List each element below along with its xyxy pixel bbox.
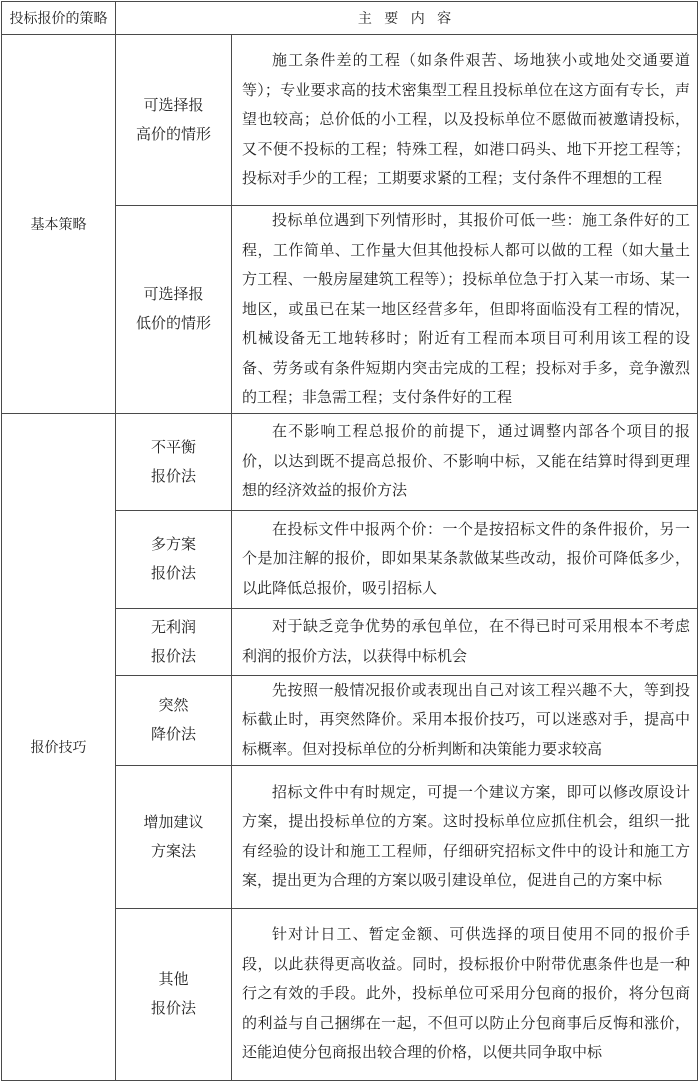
row-label-line: 报价法	[150, 564, 196, 582]
row-label	[116, 608, 232, 675]
row-label-line: 多方案	[150, 535, 196, 553]
row-label-line: 方案法	[150, 841, 196, 860]
row-label	[116, 765, 232, 908]
row-label	[116, 206, 232, 414]
row-label	[116, 675, 232, 765]
row-content: 投标单位遇到下列情形时，其报价可低一些：施工条件好的工程，工作简单、工作量大但其他投标人都可以做的工程（如大量土方工程、一般房屋建筑工程等）；投标单位急于打入某一市场、某一地区，或虽已在某一地区经营多年，但即将面临没有工程的情况，机械设备无工地转移时；附近有工程而本项目可利用该工程的设备、劳务或有条件短期内突击完成的工程；投标对手多，竞争激烈的工程；非急需工程；支付条件好的工程	[232, 206, 698, 414]
row-label	[116, 908, 232, 1080]
row-label-line: 降价法	[150, 725, 196, 743]
row-label-line: 增加建议	[143, 812, 204, 831]
row-label-line: 高价的情形	[135, 125, 211, 143]
row-label	[116, 35, 232, 206]
header-row	[2, 2, 698, 35]
row-label-line: 可选择报	[143, 285, 204, 304]
row-content: 针对计日工、暂定金额、可供选择的项目使用不同的报价手段，以此获得更高收益。同时，投标报价中附带优惠条件也是一种行之有效的手段。此外，投标单位可采用分包商的报价，将分包商的利益与自己捆绑在一起，不但可以防止分包商事后反悔和涨价，还能迫使分包商报出较合理的价格，以便共同争取中标	[232, 908, 698, 1080]
row-label	[116, 413, 232, 510]
row-label-line: 报价法	[150, 646, 196, 665]
category-basic-strategy: 基本策略	[2, 35, 116, 414]
row-content: 对于缺乏竞争优势的承包单位，在不得已时可采用根本不考虑利润的报价方法，以获得中标机会	[232, 608, 698, 675]
row-label-line: 其他	[158, 970, 189, 988]
row-label	[116, 510, 232, 608]
row-content: 在不影响工程总报价的前提下，通过调整内部各个项目的报价，以达到既不提高总报价、不影响中标，又能在结算时得到更理想的经济效益的报价方法	[232, 413, 698, 510]
row-label-line: 报价法	[150, 999, 196, 1017]
row-label-line: 突然	[158, 696, 189, 714]
category-bid-techniques: 报价技巧	[2, 413, 116, 1080]
row-content: 先按照一般情况报价或表现出自己对该工程兴趣不大，等到投标截止时，再突然降价。采用本报价技巧，可以迷惑对手，提高中标概率。但对投标单位的分析判断和决策能力要求较高	[232, 675, 698, 765]
row-label-line: 不平衡	[150, 437, 196, 456]
bid-strategy-table	[1, 1, 698, 1081]
header-main-content: 主 要 内 容	[116, 2, 698, 35]
row-label-line: 无利润	[150, 617, 196, 636]
row-content: 在投标文件中报两个价：一个是按招标文件的条件报价，另一个是加注解的报价，即如果某条款做某些改动，报价可降低多少，以此降低总报价，吸引招标人	[232, 510, 698, 608]
header-strategy: 投标报价的策略	[2, 2, 116, 35]
table-row	[2, 35, 698, 206]
row-content: 施工条件差的工程（如条件艰苦、场地狭小或地处交通要道等）；专业要求高的技术密集型工程且投标单位在这方面有专长，声望也较高；总价低的小工程，以及投标单位不愿做而被邀请投标，又不便不投标的工程；特殊工程，如港口码头、地下开挖工程等；投标对手少的工程；工期要求紧的工程；支付条件不理想的工程	[232, 35, 698, 206]
row-label-line: 可选择报	[143, 96, 204, 114]
row-label-line: 低价的情形	[135, 314, 211, 333]
table-row	[2, 413, 698, 510]
row-label-line: 报价法	[150, 466, 196, 485]
row-content: 招标文件中有时规定，可提一个建议方案，即可以修改原设计方案，提出投标单位的方案。这时投标单位应抓住机会，组织一批有经验的设计和施工工程师，仔细研究招标文件中的设计和施工方案，提出更为合理的方案以吸引建设单位，促进自己的方案中标	[232, 765, 698, 908]
